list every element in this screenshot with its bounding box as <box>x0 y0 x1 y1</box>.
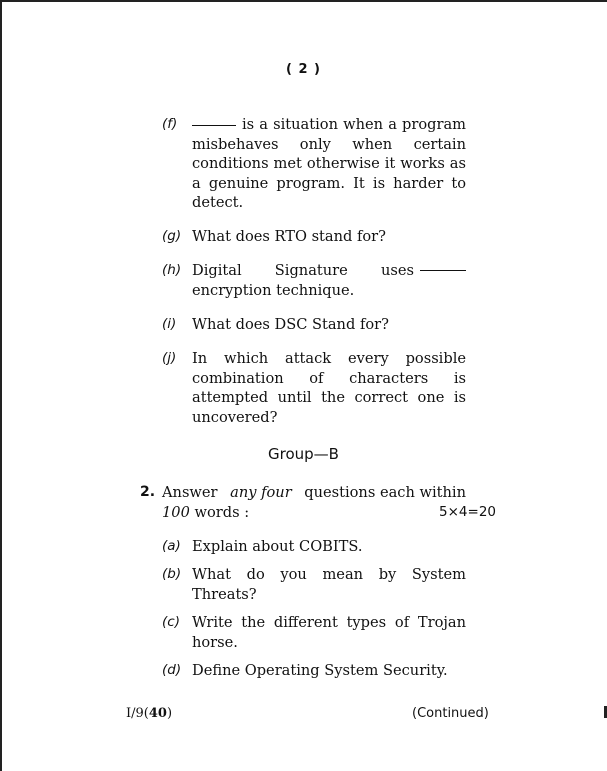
question-a <box>162 537 466 557</box>
instruction-words: words : <box>194 503 250 521</box>
answer-blank <box>192 125 236 126</box>
question-letter: (a) <box>162 538 181 554</box>
question-letter: (j) <box>162 350 177 366</box>
question-b <box>162 565 466 604</box>
question-text: is a situation when a program misbehaves only when certain conditions met otherwise it works as a genuine program. It is harder to detect. <box>192 116 466 212</box>
question-text: What does DSC Stand for? <box>192 316 389 333</box>
continued-label: (Continued) <box>412 706 489 721</box>
question-text: Explain about COBITS. <box>192 538 363 555</box>
marks: 5×4=20 <box>439 503 496 520</box>
question-text: Digital Signature uses <box>192 262 414 279</box>
question-letter: (f) <box>162 116 178 132</box>
group-heading: Group—B <box>268 445 339 463</box>
question-f <box>162 115 466 213</box>
question-text: What does RTO stand for? <box>192 228 386 245</box>
question-d <box>162 661 466 681</box>
question-letter: (c) <box>162 614 180 630</box>
question-i <box>162 315 466 335</box>
question-letter: (h) <box>162 262 182 278</box>
page-number: ( 2 ) <box>286 62 321 77</box>
instruction-word: Answer <box>162 484 218 501</box>
instruction-emphasis: any four <box>230 484 292 501</box>
question-letter: (g) <box>162 228 182 244</box>
instruction-rest: questions each within <box>304 484 466 501</box>
section-2-instruction <box>140 483 496 522</box>
question-text: What do you mean by System Threats? <box>192 566 466 603</box>
question-h <box>162 261 466 300</box>
question-letter: (b) <box>162 566 182 582</box>
paper-code: I/9(40) <box>126 706 173 721</box>
answer-blank <box>420 270 466 271</box>
question-g <box>162 227 466 247</box>
question-text-continued: encryption technique. <box>192 281 355 299</box>
question-letter: (d) <box>162 662 182 678</box>
question-text: Write the different types of Trojan horse. <box>192 614 466 651</box>
question-text: Define Operating System Security. <box>192 662 448 679</box>
word-limit: 100 <box>162 503 190 521</box>
question-j <box>162 349 466 427</box>
question-text: In which attack every possible combination of characters is attempted until the correct one is uncovered? <box>192 350 466 426</box>
question-letter: (i) <box>162 316 177 332</box>
question-c <box>162 613 466 652</box>
question-number: 2. <box>140 484 156 500</box>
